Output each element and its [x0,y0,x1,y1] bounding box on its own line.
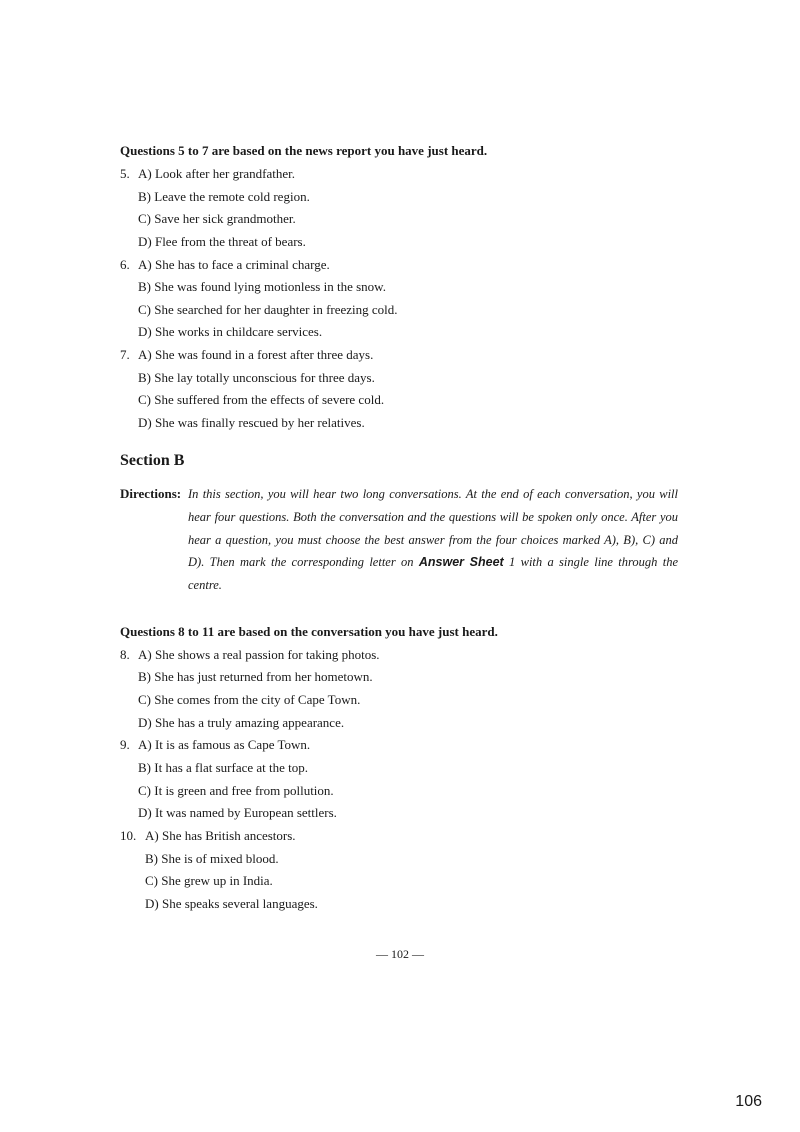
answer-option: A) She has British ancestors. [145,828,296,843]
question-number: 8. [120,647,130,662]
directions-line: hear a question, you must choose the best answer from the four choices marked A), B), C) and [188,533,678,547]
directions-line: hear four questions. Both the conversation and the questions will be spoken only once. After you [188,510,678,524]
answer-option: A) She was found in a forest after three days. [138,347,374,362]
answer-option: C) She searched for her daughter in freezing cold. [138,302,398,317]
answer-option: C) She suffered from the effects of severe cold. [138,392,385,407]
question-number: 5. [120,166,130,181]
answer-option: C) She comes from the city of Cape Town. [138,692,361,707]
page-footer: — 102 — [376,947,424,961]
answer-option: B) She is of mixed blood. [145,851,279,866]
answer-option: D) Flee from the threat of bears. [138,234,306,249]
answer-option: B) She lay totally unconscious for three days. [138,370,375,385]
answer-option: D) She was finally rescued by her relatives. [138,415,365,430]
question-number: 7. [120,347,130,362]
directions-line: centre. [188,578,222,592]
section-title: Section B [120,452,185,469]
answer-option: A) She shows a real passion for taking photos. [138,647,380,662]
question-group-heading: Questions 5 to 7 are based on the news report you have just heard. [120,143,488,158]
question-number: 9. [120,737,130,752]
answer-option: D) She speaks several languages. [145,896,318,911]
answer-option: A) Look after her grandfather. [138,166,296,181]
answer-sheet-label: Answer Sheet [418,555,504,569]
answer-option: D) She has a truly amazing appearance. [138,715,345,730]
answer-option: C) It is green and free from pollution. [138,783,334,798]
directions-text: 1 with a single line through the [503,555,679,569]
question-number: 10. [120,828,137,843]
answer-option: A) It is as famous as Cape Town. [138,737,311,752]
answer-option: A) She has to face a criminal charge. [138,257,330,272]
directions-label: Directions: [120,486,182,501]
directions-text: D). Then mark the corresponding letter on [188,555,414,569]
answer-option: C) Save her sick grandmother. [138,211,296,226]
directions-line: In this section, you will hear two long conversations. At the end of each conversation, you will [188,487,678,501]
question-group-heading: Questions 8 to 11 are based on the conversation you have just heard. [120,624,498,639]
directions-line [188,555,678,570]
answer-option: C) She grew up in India. [145,873,273,888]
answer-option: B) Leave the remote cold region. [138,189,310,204]
answer-option: D) It was named by European settlers. [138,805,337,820]
answer-option: B) She has just returned from her hometown. [138,669,373,684]
page-number: 106 [735,1093,762,1110]
answer-option: B) It has a flat surface at the top. [138,760,309,775]
answer-option: D) She works in childcare services. [138,324,323,339]
question-number: 6. [120,257,130,272]
answer-option: B) She was found lying motionless in the snow. [138,279,386,294]
